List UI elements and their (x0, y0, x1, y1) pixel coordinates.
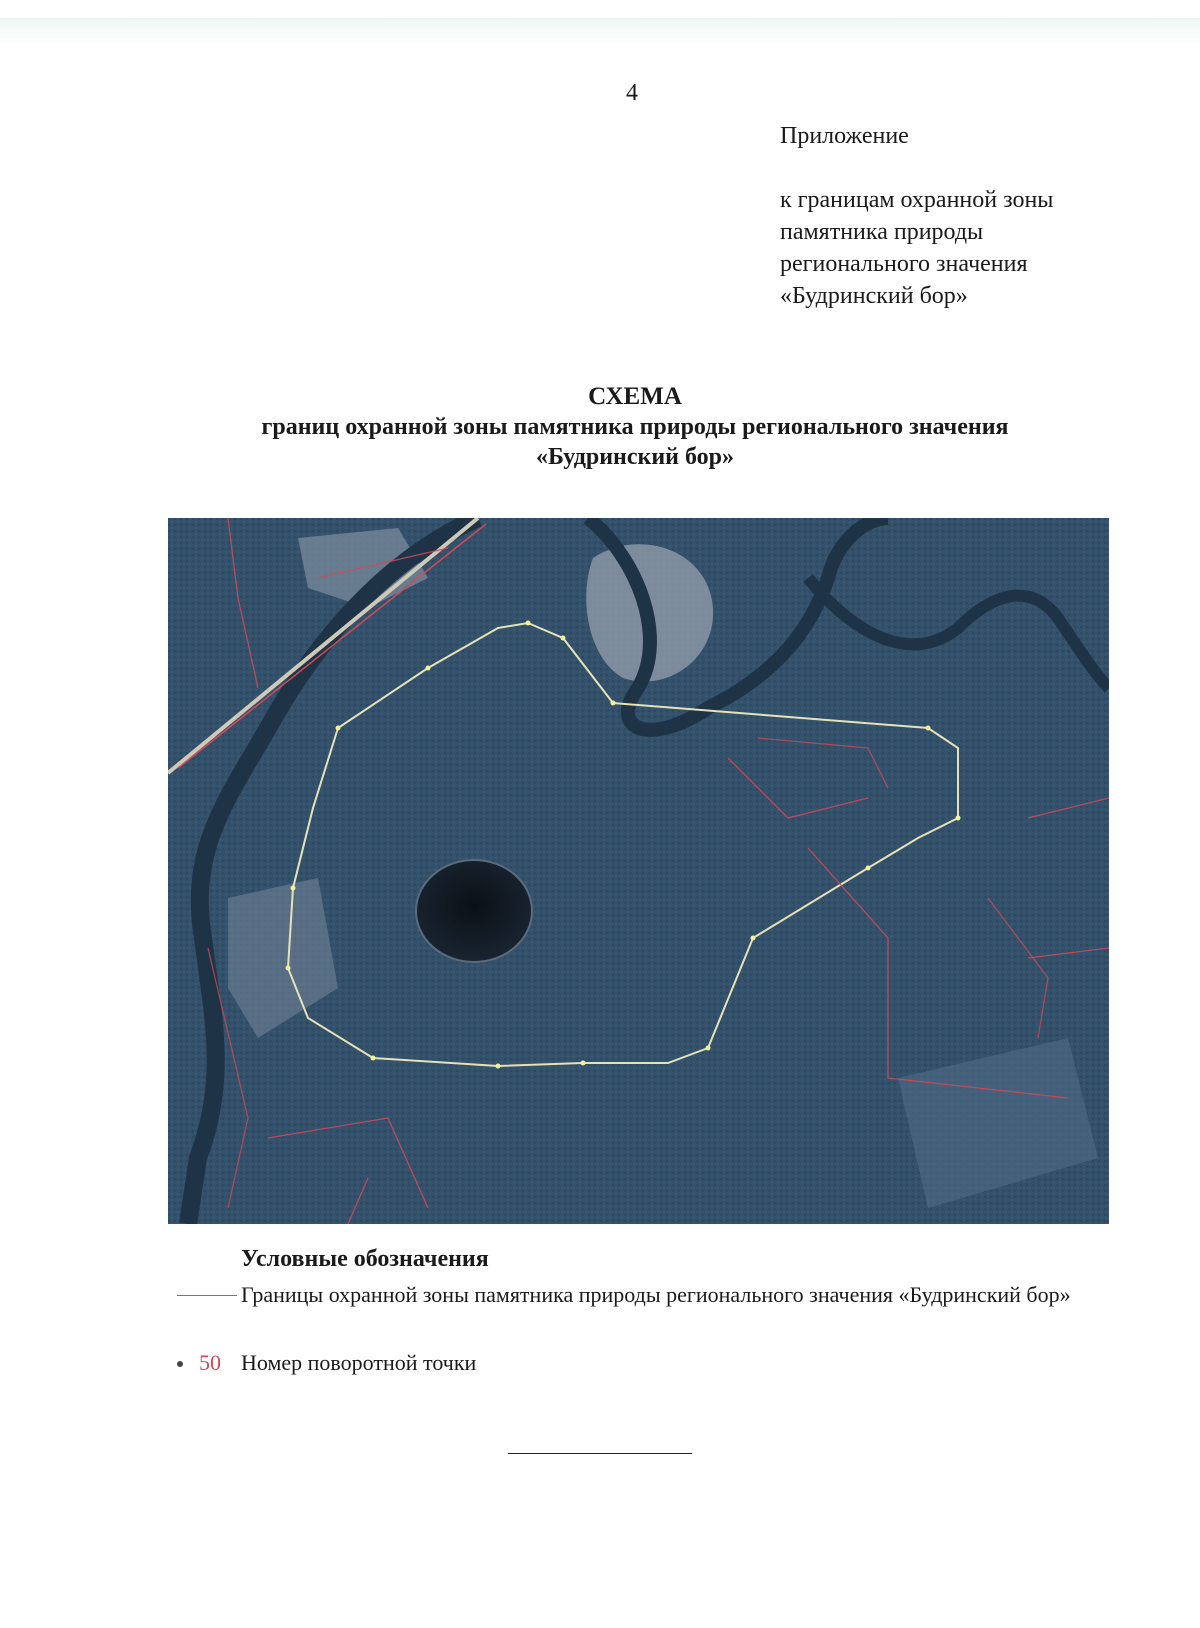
appendix-line: памятника природы (780, 219, 984, 245)
legend-row-point (177, 1346, 476, 1380)
scan-edge-band (0, 18, 1200, 44)
turning-point (581, 1061, 586, 1066)
turning-point (286, 966, 291, 971)
appendix-title: Приложение (780, 123, 909, 149)
scheme-title-block (0, 382, 1200, 472)
legend-point-label: Номер поворотной точки (241, 1350, 477, 1375)
legend-boundary-label: Границы охранной зоны памятника природы регионального значения «Будринский бор» (241, 1282, 1071, 1307)
boundary-line-symbol (177, 1295, 237, 1296)
satellite-map-drawing (168, 518, 1109, 1224)
turning-point (926, 726, 931, 731)
turning-point (956, 816, 961, 821)
turning-point (426, 666, 431, 671)
appendix-block (780, 120, 1160, 312)
lake (416, 860, 532, 962)
turning-point (561, 636, 566, 641)
scheme-subtitle-name: «Будринский бор» (535, 444, 735, 470)
turning-point (706, 1046, 711, 1051)
turning-point (751, 936, 756, 941)
legend-point-number: 50 (199, 1350, 221, 1375)
turning-point (496, 1064, 501, 1069)
bottom-rule (508, 1453, 692, 1454)
turning-point (866, 866, 871, 871)
legend-row-boundary (177, 1278, 1127, 1312)
turning-point (336, 726, 341, 731)
appendix-line: регионального значения (780, 251, 1028, 277)
turning-point (611, 701, 616, 706)
turning-point (291, 886, 296, 891)
appendix-line: к границам охранной зоны (780, 187, 1054, 213)
scheme-title: СХЕМА (588, 383, 682, 410)
satellite-map (168, 518, 1109, 1224)
page-number: 4 (626, 80, 638, 106)
point-dot-symbol (177, 1361, 183, 1367)
scheme-subtitle: границ охранной зоны памятника природы регионального значения (261, 414, 1009, 440)
appendix-line: «Будринский бор» (780, 283, 968, 309)
turning-point (526, 621, 531, 626)
turning-point (371, 1056, 376, 1061)
legend-heading: Условные обозначения (241, 1246, 489, 1272)
